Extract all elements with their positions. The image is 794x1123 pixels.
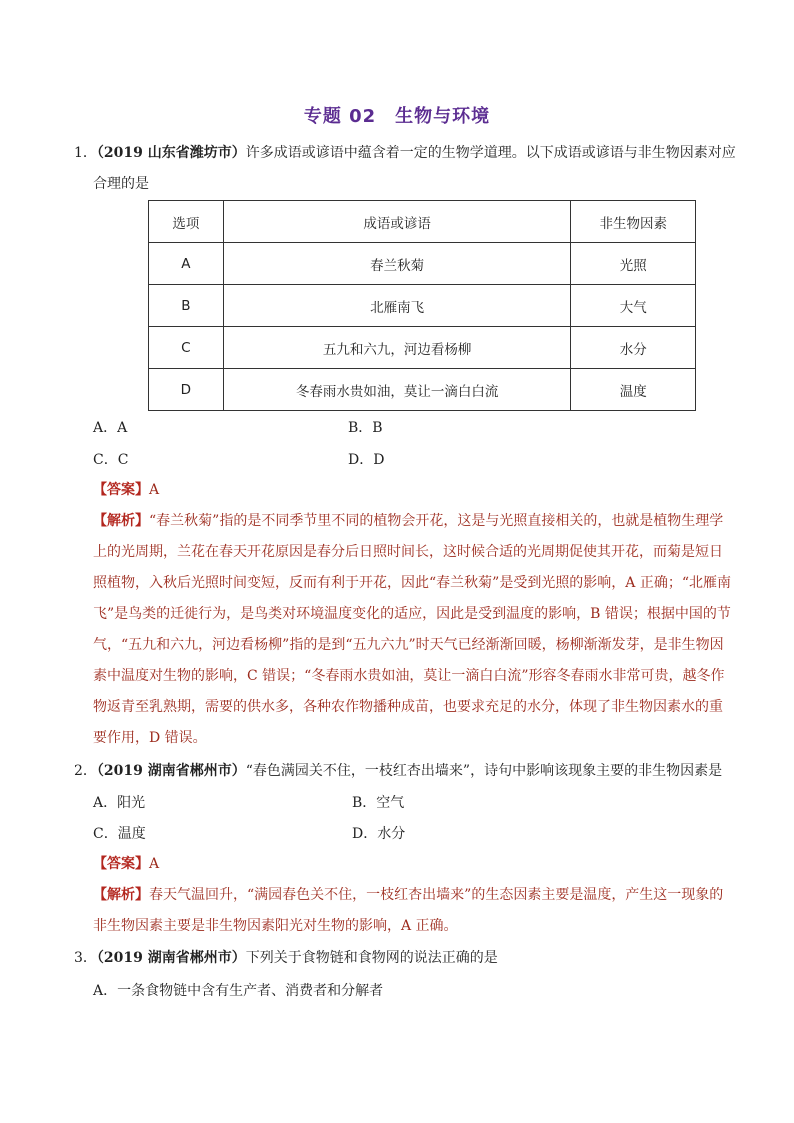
table-cell: 五九和六九，河边看杨柳 [223,327,571,369]
question-3-stem [74,948,498,968]
question-2-option-a: A．阳光 [93,795,146,811]
question-1-analysis-line: 上的光周期，兰花在春天开花原因是春分后日照时间长，这时候合适的光周期促使其开花，而菊是短日 [93,544,723,560]
answer-value: A [149,856,160,872]
question-1-table [148,200,696,411]
question-3-source: （2019 湖南省郴州市） [96,950,246,966]
page-title: 专题 02 生物与环境 [303,106,491,127]
question-3-text: 下列关于食物链和食物网的说法正确的是 [245,950,498,966]
question-1-number: 1． [74,145,97,161]
table-header-cell: 选项 [149,201,224,243]
question-1-source: （2019 山东省潍坊市） [96,145,246,161]
table-row [149,285,696,327]
question-1-analysis-line: 要作用，D 错误。 [93,730,207,746]
analysis-label: 【解析】 [93,513,149,529]
table-cell: 水分 [571,327,696,369]
question-1-option-c: C．C [93,452,129,468]
question-2-stem [74,761,722,781]
question-2-number: 2． [74,763,97,779]
table-header-row [149,201,696,243]
question-2-answer [93,854,159,874]
answer-label: 【答案】 [93,856,149,872]
question-1-stem [74,143,736,163]
question-3-number: 3． [74,950,97,966]
answer-label: 【答案】 [93,482,149,498]
question-2-option-c: C．温度 [93,826,146,842]
question-1-option-b: B．B [348,420,383,436]
answer-value: A [149,482,160,498]
table-cell: 北雁南飞 [223,285,571,327]
table-row [149,369,696,411]
question-2-option-b: B．空气 [352,795,405,811]
table-row [149,243,696,285]
table-cell: 大气 [571,285,696,327]
table-cell: 春兰秋菊 [223,243,571,285]
table-cell: 光照 [571,243,696,285]
analysis-label: 【解析】 [93,887,149,903]
question-2-analysis-line: 【解析】春天气温回升，“满园春色关不住，一枝红杏出墙来”的生态因素主要是温度，产生这一现象的 [93,887,724,903]
question-2-option-d: D．水分 [352,826,406,842]
table-cell: C [149,327,224,369]
question-1-answer [93,480,159,500]
question-1-text-cont: 合理的是 [93,176,149,192]
question-1-analysis-line: 飞”是鸟类的迁徙行为，是鸟类对环境温度变化的适应，因此是受到温度的影响，B 错误；根据中国的节 [93,606,731,622]
question-1-analysis-line: 物返青至乳熟期，需要的供水多，各种农作物播种成苗，也要求充足的水分，体现了非生物因素水的重 [93,699,723,715]
table-cell: D [149,369,224,411]
table-cell: 冬春雨水贵如油，莫让一滴白白流 [223,369,571,411]
question-3-option-a: A．一条食物链中含有生产者、消费者和分解者 [93,983,384,999]
table-cell: 温度 [571,369,696,411]
question-2-text: “春色满园关不住，一枝红杏出墙来”，诗句中影响该现象主要的非生物因素是 [245,763,723,779]
table-header-cell: 非生物因素 [571,201,696,243]
question-2-analysis-line: 非生物因素主要是非生物因素阳光对生物的影响，A 正确。 [93,918,458,934]
question-1-analysis-line: 【解析】“春兰秋菊”指的是不同季节里不同的植物会开花，这是与光照直接相关的，也就是植物生理学 [93,513,724,529]
question-1-option-d: D．D [348,452,385,468]
question-1-option-a: A．A [93,420,128,436]
question-1-analysis-line: 照植物，入秋后光照时间变短，反而有利于开花，因此“春兰秋菊”是受到光照的影响，A 正确；“北雁南 [93,575,732,591]
table-row [149,327,696,369]
question-1-text: 许多成语或谚语中蕴含着一定的生物学道理。以下成语或谚语与非生物因素对应 [245,145,736,161]
question-1-analysis-line: 素中温度对生物的影响，C 错误；“冬春雨水贵如油，莫让一滴白白流”形容冬春雨水非常可贵，越冬作 [93,668,725,684]
table-cell: B [149,285,224,327]
table-header-cell: 成语或谚语 [223,201,571,243]
question-2-source: （2019 湖南省郴州市） [96,763,246,779]
question-1-analysis-line: 气，“五九和六九，河边看杨柳”指的是到“五九六九”时天气已经渐渐回暖，杨柳渐渐发芽，是非生物因 [93,637,724,653]
table-cell: A [149,243,224,285]
